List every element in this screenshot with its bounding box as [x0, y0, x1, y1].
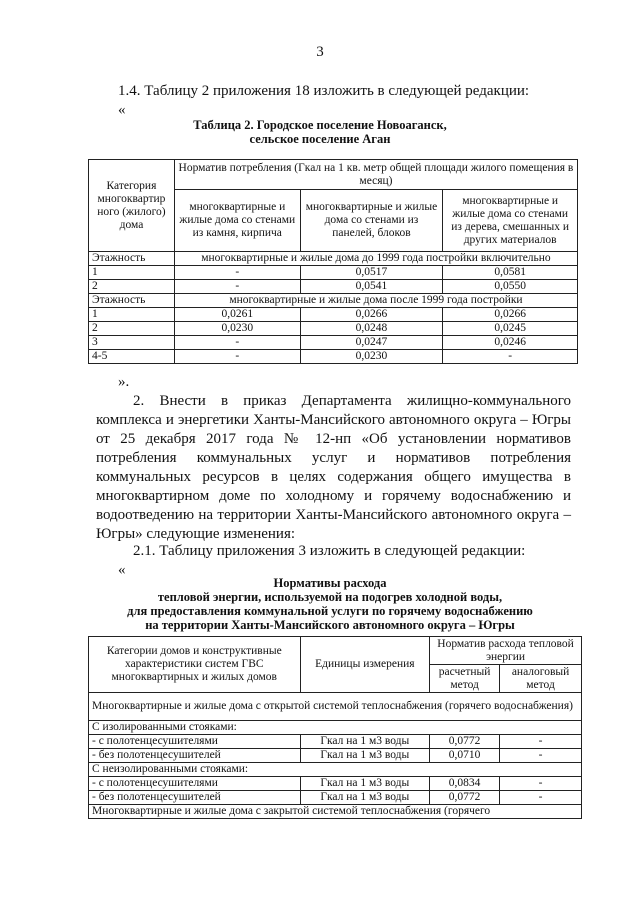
t3-closed-system: Многоквартирные и жилые дома с закрытой системой теплоснабжения (горячего	[89, 805, 582, 819]
table3-title-line: для предоставления коммунальной услуги по горячему водоснабжению	[127, 604, 533, 618]
table-2	[88, 159, 578, 364]
section-2-line-last: Югры» следующие изменения:	[96, 526, 296, 542]
t2-cell: 0,0247	[300, 336, 443, 350]
t3-unit: Гкал на 1 м3 воды	[300, 777, 430, 791]
t3-label: - с полотенцесушителями	[89, 777, 301, 791]
table2-title-line1: Таблица 2. Городское поселение Новоаганск,	[193, 118, 447, 132]
quote-close-1: ».	[118, 374, 130, 390]
t2-header-category: Категория многоквартир ного (жилого) дома	[89, 160, 175, 252]
t3-insulated: С изолированными стояками:	[89, 721, 582, 735]
quote-open-1: «	[118, 102, 126, 118]
table-row	[89, 350, 578, 364]
table-row	[89, 749, 582, 763]
t3-header-units: Единицы измерения	[300, 637, 430, 693]
t2-col3: многоквартирные и жилые дома со стенами из дерева, смешанных и других материалов	[443, 190, 578, 252]
t2-cell: -	[174, 350, 300, 364]
t3-unit: Гкал на 1 м3 воды	[300, 791, 430, 805]
t2-floor: 1	[89, 266, 175, 280]
t2-cell: 0,0248	[300, 322, 443, 336]
t3-calc: 0,0710	[430, 749, 500, 763]
section-1-4: 1.4. Таблицу 2 приложения 18 изложить в следующей редакции:	[118, 83, 530, 99]
section-2-line: водоотведению на территории Ханты-Мансийского автономного округа –	[96, 507, 571, 523]
table-row	[89, 791, 582, 805]
t2-floor: 2	[89, 280, 175, 294]
table3-title-line: на территории Ханты-Мансийского автономного округа – Югры	[145, 618, 515, 632]
section-2-line: коммунальных ресурсов в целях содержания общего имущества в	[96, 469, 571, 485]
t2-cell: 0,0541	[300, 280, 443, 294]
t2-floors-label: Этажность	[89, 294, 175, 308]
page-number: 3	[316, 44, 324, 60]
section-2-line: многоквартирном доме по холодному и горячему водоснабжению и	[96, 488, 571, 504]
t2-cell: -	[174, 266, 300, 280]
t2-cell: 0,0261	[174, 308, 300, 322]
t2-floor: 1	[89, 308, 175, 322]
t2-cell: 0,0230	[300, 350, 443, 364]
section-2	[96, 392, 571, 544]
t3-header-analog: аналоговый метод	[500, 665, 582, 693]
table3-title-line: Нормативы расхода	[273, 576, 387, 590]
t2-cell: 0,0266	[443, 308, 578, 322]
table-row	[89, 308, 578, 322]
t2-cell: 0,0517	[300, 266, 443, 280]
table-row	[89, 280, 578, 294]
t3-label: - с полотенцесушителями	[89, 735, 301, 749]
t3-header-categories: Категории домов и конструктивные характеристики систем ГВС многоквартирных и жилых домов	[89, 637, 301, 693]
section-2-line: потребления коммунальных услуг и нормативов потребления	[96, 450, 571, 466]
t2-cell: 0,0581	[443, 266, 578, 280]
t3-open-system: Многоквартирные и жилые дома с открытой системой теплоснабжения (горячего водоснабжения)	[89, 693, 582, 721]
t3-unit: Гкал на 1 м3 воды	[300, 735, 430, 749]
quote-open-2: «	[118, 562, 126, 578]
t2-floor: 2	[89, 322, 175, 336]
section-2-1: 2.1. Таблицу приложения 3 изложить в следующей редакции:	[133, 543, 526, 559]
t2-floor: 4-5	[89, 350, 175, 364]
t3-analog: -	[500, 791, 582, 805]
table-row	[89, 322, 578, 336]
t2-cell: -	[174, 280, 300, 294]
table-row	[89, 777, 582, 791]
t2-cell: 0,0246	[443, 336, 578, 350]
t3-analog: -	[500, 777, 582, 791]
t3-non-insulated: С неизолированными стояками:	[89, 763, 582, 777]
t2-cell: 0,0266	[300, 308, 443, 322]
t3-label: - без полотенцесушителей	[89, 749, 301, 763]
t2-floor: 3	[89, 336, 175, 350]
t2-cell: -	[443, 350, 578, 364]
t3-calc: 0,0772	[430, 791, 500, 805]
table2-title	[0, 118, 640, 146]
t3-label: - без полотенцесушителей	[89, 791, 301, 805]
t2-cell: 0,0245	[443, 322, 578, 336]
t3-calc: 0,0834	[430, 777, 500, 791]
t3-analog: -	[500, 749, 582, 763]
t3-unit: Гкал на 1 м3 воды	[300, 749, 430, 763]
t2-floors-label: Этажность	[89, 252, 175, 266]
t2-col2: многоквартирные и жилые дома со стенами из панелей, блоков	[300, 190, 443, 252]
t2-col1: многоквартирные и жилые дома со стенами из камня, кирпича	[174, 190, 300, 252]
table2-title-line2: сельское поселение Аган	[249, 132, 391, 146]
table-row	[89, 266, 578, 280]
t3-analog: -	[500, 735, 582, 749]
table3-title-line: тепловой энергии, используемой на подогрев холодной воды,	[157, 590, 503, 604]
section-2-line: от 25 декабря 2017 года № 12-нп «Об установлении нормативов	[96, 431, 571, 447]
t2-group2: многоквартирные и жилые дома после 1999 года постройки	[174, 294, 577, 308]
t2-header-norm: Норматив потребления (Гкал на 1 кв. метр общей площади жилого помещения в месяц)	[174, 160, 577, 190]
table-3	[88, 636, 582, 819]
section-2-line: комплекса и энергетики Ханты-Мансийского автономного округа – Югры	[96, 412, 571, 428]
t2-cell: 0,0230	[174, 322, 300, 336]
t3-calc: 0,0772	[430, 735, 500, 749]
t2-cell: -	[174, 336, 300, 350]
table-row	[89, 336, 578, 350]
t2-group1: многоквартирные и жилые дома до 1999 года постройки включительно	[174, 252, 577, 266]
t3-header-calc: расчетный метод	[430, 665, 500, 693]
table-row	[89, 735, 582, 749]
t2-cell: 0,0550	[443, 280, 578, 294]
t3-header-norm: Норматив расхода тепловой энергии	[430, 637, 582, 665]
section-2-line: 2. Внести в приказ Департамента жилищно-коммунального	[133, 393, 571, 409]
table3-title	[0, 576, 640, 632]
